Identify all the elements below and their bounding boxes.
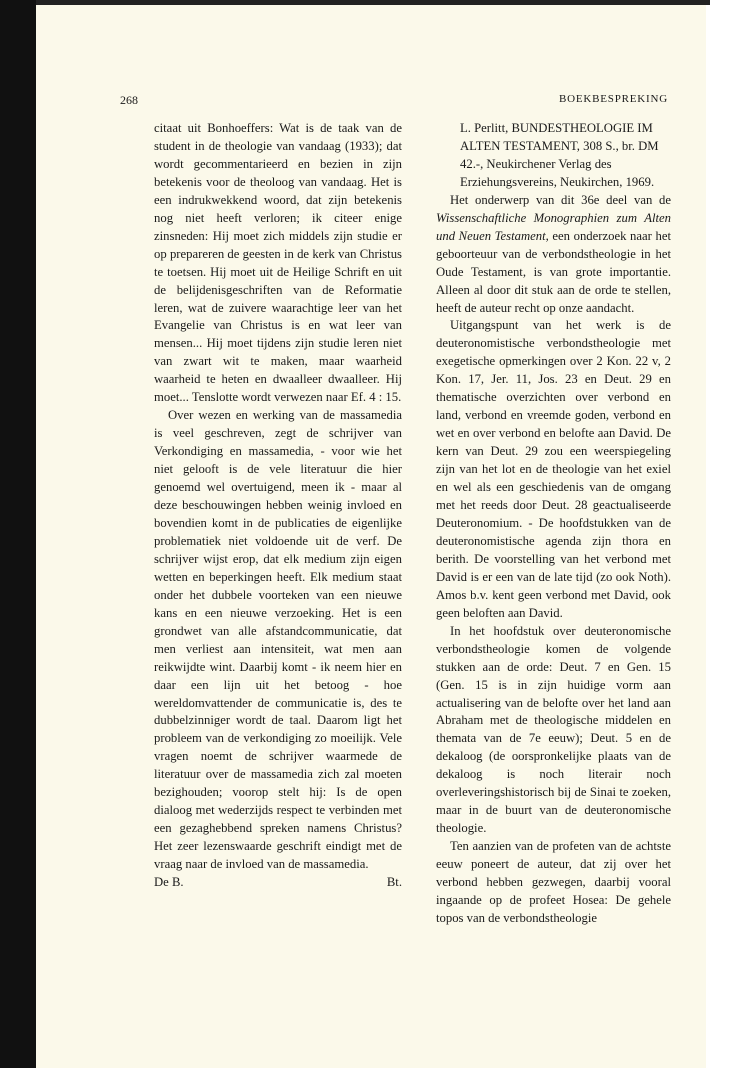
paragraph-1-text-b: een onderzoek naar het geboorteuur van de verbondstheologie in het Oude Testament, is van grote importantie. Alleen al door dit stuk aan de orde te stellen, heeft de auteur recht op onze aandacht.: [436, 228, 671, 315]
paragraph-1-text-a: Het onderwerp van dit 36e deel van de: [450, 192, 671, 207]
running-head: BOEKBESPREKING: [559, 93, 668, 105]
right-paragraph-4: Ten aanzien van de profeten van de achtste eeuw poneert de auteur, dat zij over het verbond hebben gezwegen, daarbij vooral ingaande op de profeet Hosea: De gehele topos van de verbondstheologie: [436, 839, 671, 925]
left-paragraph-2: Over wezen en werking van de massamedia is veel geschreven, zegt de schrijver van Verkondiging en massamedia, - voor wie het niet gelooft is de vele literatuur die hier genoemd wel overtuigend, meen ik - maar al deze beschouwingen hebben weinig invloed en bovendien komt in de publicaties de eigenlijke problematiek niet voldoende uit de verf. De schrijver wijst erop, dat elk medium zijn eigen wetten en beperkingen heeft. Elk medium staat onder het dubbele voorteken van een nieuwe kans en een nieuwe verzoeking. Het is een grondwet van alle afstandcommunicatie, dat men verliest aan intensiteit, wat men aan reikwijdte wint. Daarbij komt - ik neem hier en daar een lijn uit het betoog - hoe wereldomvattender de communicatie is, des te dubbelzinniger wordt de taal. Daarom ligt het probleem van de verkondiging zo moeilijk. Vele vragen noemt de schrijver waarmede de literatuur over de massamedia zich zal moeten bezighouden; voorop stelt hij: Is de open dialoog met wederzijds respect te verbinden met een gezaghebbend spreken namens Christus? Het zeer lezenswaarde geschrift eindigt met de vraag naar de invloed van de massamedia.: [154, 408, 402, 872]
right-paragraph-1: [436, 192, 671, 318]
signature-right: Bt.: [386, 875, 402, 890]
book-page: [36, 5, 706, 1068]
series-title: Wissenschaftliche Monographien zum Alten und Neuen Testament,: [436, 210, 671, 243]
signature-line: [154, 874, 402, 892]
signature-left: De B.: [154, 875, 184, 890]
book-reference: L. Perlitt, BUNDESTHEOLOGIE IM ALTEN TESTAMENT, 308 S., br. DM 42.-, Neukirchener Verlag des Erziehungsvereins, Neukirchen, 1969.: [460, 121, 659, 189]
right-column: [436, 120, 671, 928]
right-paragraph-2: Uitgangspunt van het werk is de deuteronomistische verbondstheologie met exegetische opmerkingen over 2 Kon. 22 v, 2 Kon. 17, Jer. 11, Jos. 23 en Deut. 29 en thematische overzichten over verbond en land, verbond en vreemde goden, verbond en wet en over verbond en belofte aan David. De kern van Deut. 29 zou een weerspiegeling zijn van het lot en de theologie van het exiel en wel als een geschiedenis van de omgang met het reeds door Deut. 28 geactualiseerde Deuteronomium. - De hoofdstukken van de deuteronomistische agenda zijn thora en berith. De voorstelling van het verbond met David is er een van de late tijd (zo ook Noth). Amos b.v. kent geen verbond met David, ook geen beloften aan David.: [436, 318, 671, 620]
left-paragraph-1: citaat uit Bonhoeffers: Wat is de taak van de student in de theologie van vandaag (1933); dat wordt gecommentarieerd en bezien in zijn betekenis voor de theoloog van vandaag. Het is een indrukwekkend woord, dat zijn betekenis nog niet heeft verloren; ik citeer enige zinsneden: Hij moet zich middels zijn studie er op prepareren de geesten in de kerk van Christus te toetsen. Hij moet uit de Heilige Schrift en uit de belijdenisgeschriften van de Reformatie leren, wat de zuivere waarachtige leer van het Evangelie van Christus is en wat leer van mensen... Hij moet tijdens zijn studie leren niet van zwart wit te maken, maar waarheid waarheid te heten en dwaalleer dwaalleer. Hij moet... Tenslotte wordt verwezen naar Ef. 4 : 15.: [154, 121, 402, 405]
page-number: 268: [120, 93, 138, 107]
scan-right-margin: [710, 0, 738, 1068]
right-paragraph-3: In het hoofdstuk over deuteronomische verbondstheologie komen de volgende stukken aan de orde: Deut. 7 en Gen. 15 (Gen. 15 is in zijn huidige vorm aan actualisering van de belofte over het land aan Abraham met de theologische middelen en themata van de 7e eeuw); Deut. 5 en de dekaloog (de oorspronkelijke plaats van de dekaloog is noch literair noch overleveringshistorisch bij de Sinai te zoeken, maar in de buurt van de deuteronomische theologie.: [436, 623, 671, 836]
left-column: [154, 120, 402, 892]
scan-left-edge: [0, 0, 36, 1068]
